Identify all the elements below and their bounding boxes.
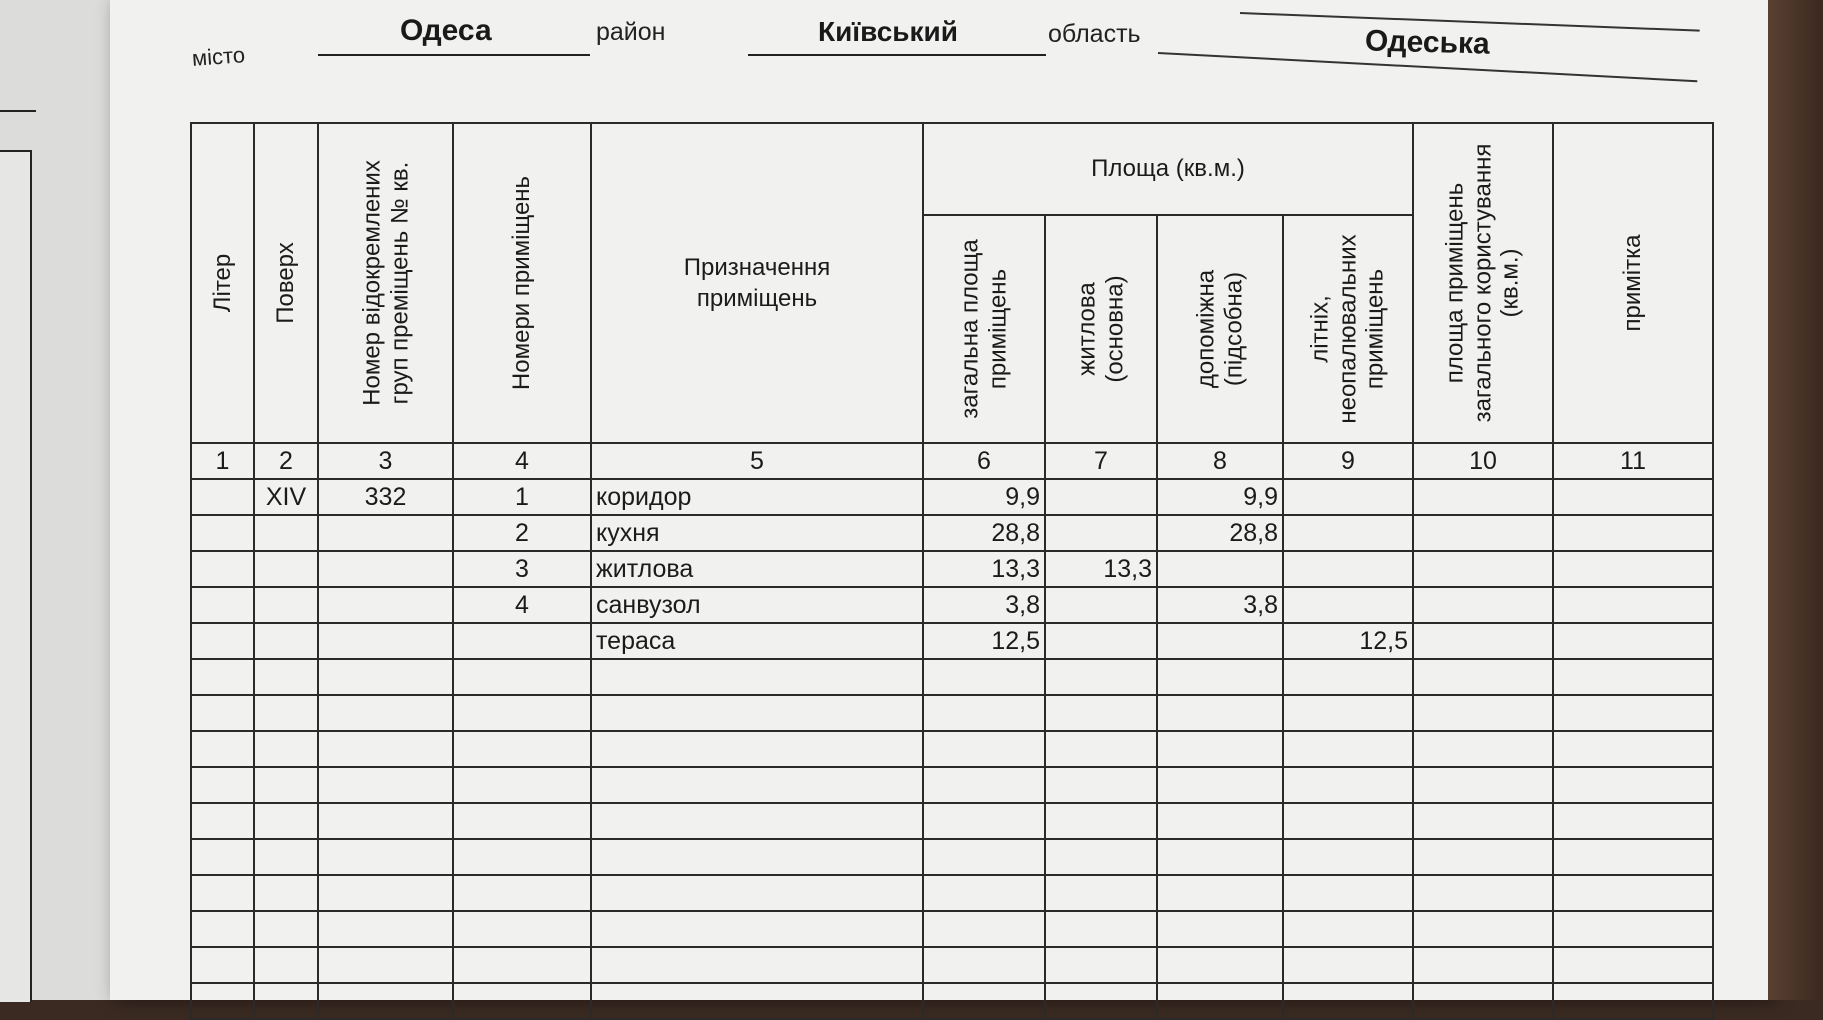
cell-total-area: [923, 947, 1045, 983]
cell-room: [453, 695, 591, 731]
cell-group: [318, 983, 453, 1019]
cell-total-area: 28,8: [923, 515, 1045, 551]
cell-auxiliary: [1157, 911, 1283, 947]
district-value: Київський: [818, 16, 958, 47]
cell-auxiliary: [1157, 551, 1283, 587]
cell-group: [318, 623, 453, 659]
cell-note: [1553, 515, 1713, 551]
cell-common-area: [1413, 659, 1553, 695]
cell-auxiliary: [1157, 803, 1283, 839]
cell-room: 4: [453, 587, 591, 623]
cell-group: [318, 875, 453, 911]
cell-liter: [191, 983, 254, 1019]
cell-group: [318, 839, 453, 875]
cell-liter: [191, 803, 254, 839]
header-floor: Поверх: [254, 123, 318, 443]
cell-summer: [1283, 479, 1413, 515]
cell-purpose: [591, 803, 923, 839]
cell-note: [1553, 479, 1713, 515]
cell-room: [453, 659, 591, 695]
cell-liter: [191, 587, 254, 623]
cell-living: [1045, 479, 1157, 515]
cell-room: [453, 875, 591, 911]
cell-total-area: [923, 875, 1045, 911]
cell-summer: [1283, 803, 1413, 839]
cell-floor: [254, 623, 318, 659]
cell-liter: [191, 695, 254, 731]
cell-auxiliary: [1157, 875, 1283, 911]
cell-common-area: [1413, 911, 1553, 947]
cell-room: [453, 731, 591, 767]
cell-summer: [1283, 659, 1413, 695]
cell-auxiliary: 3,8: [1157, 587, 1283, 623]
cell-living: [1045, 875, 1157, 911]
cell-total-area: 3,8: [923, 587, 1045, 623]
empty-table-row: [191, 911, 1713, 947]
cell-living: [1045, 983, 1157, 1019]
cell-room: 2: [453, 515, 591, 551]
cell-group: [318, 551, 453, 587]
cell-room: [453, 947, 591, 983]
cell-group: [318, 695, 453, 731]
cell-purpose: [591, 767, 923, 803]
cell-room: [453, 803, 591, 839]
region-value: Одеська: [1364, 24, 1491, 61]
cell-note: [1553, 875, 1713, 911]
header-room-numbers: Номери приміщень: [453, 123, 591, 443]
cell-living: [1045, 731, 1157, 767]
cell-note: [1553, 803, 1713, 839]
header-summer: літніх, неопалювальних приміщень: [1283, 215, 1413, 443]
cell-floor: [254, 875, 318, 911]
cell-purpose: тераса: [591, 623, 923, 659]
cell-purpose: [591, 731, 923, 767]
cell-purpose: [591, 911, 923, 947]
empty-table-row: [191, 803, 1713, 839]
cell-living: [1045, 767, 1157, 803]
cell-note: [1553, 767, 1713, 803]
cell-purpose: [591, 947, 923, 983]
header-common-area: площа приміщень загального користування (кв.м.): [1413, 123, 1553, 443]
cell-common-area: [1413, 803, 1553, 839]
cell-liter: [191, 767, 254, 803]
cell-floor: [254, 551, 318, 587]
header-living: житлова (основна): [1045, 215, 1157, 443]
header-purpose: Призначення приміщень: [591, 123, 923, 443]
cell-auxiliary: [1157, 695, 1283, 731]
cell-living: [1045, 587, 1157, 623]
cell-note: [1553, 947, 1713, 983]
cell-note: [1553, 839, 1713, 875]
table-row: [191, 515, 1713, 551]
cell-group: [318, 803, 453, 839]
cell-note: [1553, 695, 1713, 731]
rooms-table: [190, 122, 1714, 1020]
cell-liter: [191, 875, 254, 911]
cell-summer: [1283, 695, 1413, 731]
cell-auxiliary: [1157, 731, 1283, 767]
cell-total-area: [923, 983, 1045, 1019]
cell-floor: [254, 947, 318, 983]
desk-right-edge: [1768, 0, 1823, 1000]
cell-common-area: [1413, 983, 1553, 1019]
col-num-8: 8: [1157, 443, 1283, 479]
cell-total-area: [923, 731, 1045, 767]
cell-auxiliary: [1157, 623, 1283, 659]
cell-note: [1553, 587, 1713, 623]
cell-total-area: 12,5: [923, 623, 1045, 659]
cell-liter: [191, 623, 254, 659]
cell-purpose: кухня: [591, 515, 923, 551]
cell-note: [1553, 983, 1713, 1019]
col-num-6: 6: [923, 443, 1045, 479]
cell-total-area: 9,9: [923, 479, 1045, 515]
col-num-7: 7: [1045, 443, 1157, 479]
cell-liter: [191, 551, 254, 587]
cell-living: [1045, 695, 1157, 731]
district-label: район: [596, 18, 666, 46]
cell-purpose: [591, 659, 923, 695]
cell-floor: [254, 659, 318, 695]
cell-living: [1045, 803, 1157, 839]
cell-purpose: [591, 875, 923, 911]
cell-auxiliary: 9,9: [1157, 479, 1283, 515]
cell-purpose: [591, 983, 923, 1019]
cell-group: [318, 947, 453, 983]
empty-table-row: [191, 875, 1713, 911]
empty-table-row: [191, 983, 1713, 1019]
cell-floor: [254, 983, 318, 1019]
cell-floor: [254, 803, 318, 839]
cell-liter: [191, 839, 254, 875]
cell-common-area: [1413, 623, 1553, 659]
cell-note: [1553, 623, 1713, 659]
cell-summer: [1283, 515, 1413, 551]
cell-living: [1045, 947, 1157, 983]
header-area-group: Площа (кв.м.): [923, 123, 1413, 215]
cell-common-area: [1413, 947, 1553, 983]
table-row: [191, 623, 1713, 659]
cell-note: [1553, 731, 1713, 767]
cell-group: [318, 587, 453, 623]
column-number-row: [191, 443, 1713, 479]
cell-common-area: [1413, 695, 1553, 731]
cell-group: 332: [318, 479, 453, 515]
cell-total-area: [923, 839, 1045, 875]
cell-note: [1553, 911, 1713, 947]
cell-note: [1553, 659, 1713, 695]
empty-table-row: [191, 695, 1713, 731]
cell-note: [1553, 551, 1713, 587]
cell-living: [1045, 839, 1157, 875]
cell-common-area: [1413, 767, 1553, 803]
city-underline: [318, 54, 590, 56]
cell-floor: XIV: [254, 479, 318, 515]
cell-living: [1045, 659, 1157, 695]
cell-summer: [1283, 875, 1413, 911]
col-num-3: 3: [318, 443, 453, 479]
col-num-1: 1: [191, 443, 254, 479]
cell-purpose: коридор: [591, 479, 923, 515]
empty-table-row: [191, 839, 1713, 875]
cell-common-area: [1413, 839, 1553, 875]
cell-total-area: 13,3: [923, 551, 1045, 587]
empty-table-row: [191, 947, 1713, 983]
col-num-10: 10: [1413, 443, 1553, 479]
cell-total-area: [923, 767, 1045, 803]
cell-auxiliary: [1157, 659, 1283, 695]
cell-total-area: [923, 659, 1045, 695]
cell-floor: [254, 515, 318, 551]
cell-group: [318, 911, 453, 947]
cell-summer: [1283, 767, 1413, 803]
cell-living: [1045, 623, 1157, 659]
col-num-5: 5: [591, 443, 923, 479]
cell-auxiliary: [1157, 983, 1283, 1019]
cell-floor: [254, 587, 318, 623]
cell-total-area: [923, 695, 1045, 731]
cell-group: [318, 659, 453, 695]
cell-common-area: [1413, 515, 1553, 551]
cell-summer: [1283, 731, 1413, 767]
cell-summer: [1283, 587, 1413, 623]
cell-liter: [191, 731, 254, 767]
table-row: [191, 587, 1713, 623]
cell-common-area: [1413, 479, 1553, 515]
cell-auxiliary: [1157, 839, 1283, 875]
cell-room: 1: [453, 479, 591, 515]
cell-living: [1045, 515, 1157, 551]
cell-liter: [191, 911, 254, 947]
region-label: область: [1048, 20, 1141, 48]
col-num-4: 4: [453, 443, 591, 479]
cell-purpose: санвузол: [591, 587, 923, 623]
cell-liter: [191, 479, 254, 515]
cell-room: [453, 983, 591, 1019]
cell-purpose: [591, 695, 923, 731]
empty-table-row: [191, 659, 1713, 695]
empty-table-row: [191, 767, 1713, 803]
cell-floor: [254, 731, 318, 767]
cell-group: [318, 515, 453, 551]
cell-liter: [191, 659, 254, 695]
cell-common-area: [1413, 731, 1553, 767]
city-label: місто: [191, 42, 246, 71]
cell-auxiliary: [1157, 947, 1283, 983]
cell-room: [453, 623, 591, 659]
cell-total-area: [923, 803, 1045, 839]
empty-table-row: [191, 731, 1713, 767]
header-auxiliary: допоміжна (підсобна): [1157, 215, 1283, 443]
col-num-2: 2: [254, 443, 318, 479]
col-num-11: 11: [1553, 443, 1713, 479]
header-liter: Літер: [191, 123, 254, 443]
cell-living: [1045, 911, 1157, 947]
page-edge-mark: [0, 110, 36, 112]
col-num-9: 9: [1283, 443, 1413, 479]
cell-room: [453, 839, 591, 875]
cell-summer: [1283, 911, 1413, 947]
cell-common-area: [1413, 587, 1553, 623]
header-total-area: загальна площа приміщень: [923, 215, 1045, 443]
header-note: примітка: [1553, 123, 1713, 443]
table-row: [191, 551, 1713, 587]
cell-group: [318, 731, 453, 767]
cell-summer: [1283, 983, 1413, 1019]
cell-living: 13,3: [1045, 551, 1157, 587]
cell-total-area: [923, 911, 1045, 947]
cell-common-area: [1413, 875, 1553, 911]
cell-floor: [254, 839, 318, 875]
table-body: [191, 479, 1713, 1019]
cell-floor: [254, 911, 318, 947]
cell-floor: [254, 695, 318, 731]
cell-room: 3: [453, 551, 591, 587]
cell-room: [453, 767, 591, 803]
rooms-table-wrap: [190, 122, 1712, 1020]
cell-purpose: житлова: [591, 551, 923, 587]
cell-summer: [1283, 839, 1413, 875]
cell-summer: [1283, 947, 1413, 983]
table-row: [191, 479, 1713, 515]
cell-auxiliary: [1157, 767, 1283, 803]
header-group-number: Номер відокремлених груп преміщень № кв.: [318, 123, 453, 443]
cell-common-area: [1413, 551, 1553, 587]
city-value: Одеса: [400, 14, 492, 47]
cell-floor: [254, 767, 318, 803]
cell-liter: [191, 947, 254, 983]
district-underline: [748, 54, 1046, 56]
underlying-page-edge: [0, 150, 32, 1002]
cell-group: [318, 767, 453, 803]
cell-room: [453, 911, 591, 947]
cell-liter: [191, 515, 254, 551]
cell-auxiliary: 28,8: [1157, 515, 1283, 551]
cell-summer: [1283, 551, 1413, 587]
cell-purpose: [591, 839, 923, 875]
cell-summer: 12,5: [1283, 623, 1413, 659]
